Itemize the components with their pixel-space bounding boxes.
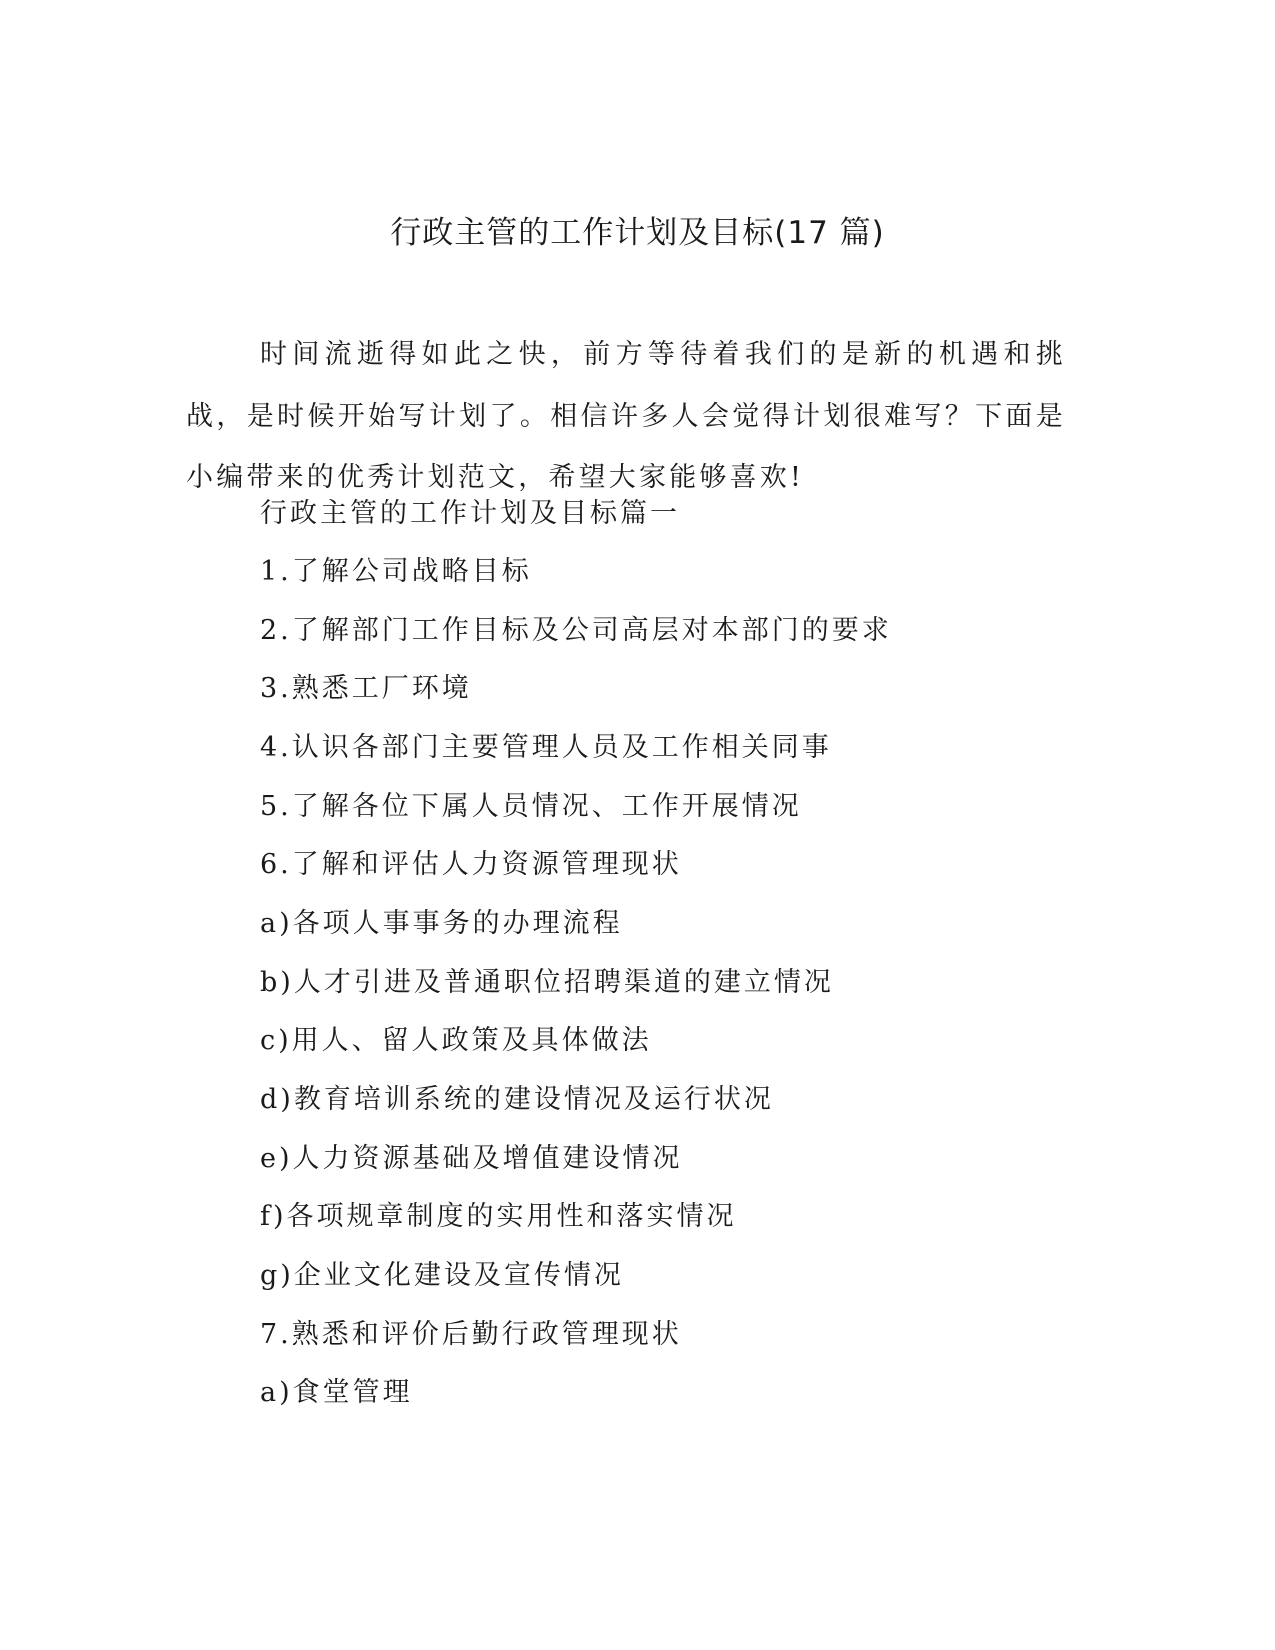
- list-item: f)各项规章制度的实用性和落实情况: [260, 1201, 737, 1232]
- list-item: d)教育培训系统的建设情况及运行状况: [260, 1084, 774, 1115]
- list-item: 7.熟悉和评价后勤行政管理现状: [260, 1319, 682, 1350]
- list-item: 5.了解各位下属人员情况、工作开展情况: [260, 791, 802, 822]
- list-item: 2.了解部门工作目标及公司高层对本部门的要求: [260, 615, 892, 646]
- list-item: c)用人、留人政策及具体做法: [260, 1025, 652, 1056]
- list-item: a)食堂管理: [260, 1377, 413, 1408]
- document-title: 行政主管的工作计划及目标(17 篇): [390, 215, 885, 251]
- list-item: 3.熟悉工厂环境: [260, 673, 472, 704]
- list-item: 1.了解公司战略目标: [260, 556, 532, 587]
- intro-paragraph: 时间流逝得如此之快，前方等待着我们的是新的机遇和挑战，是时候开始写计划了。相信许多人会觉得计划很难写？下面是小编带来的优秀计划范文，希望大家能够喜欢!: [186, 339, 1066, 493]
- list-item: b)人才引进及普通职位招聘渠道的建立情况: [260, 967, 834, 998]
- section-heading: 行政主管的工作计划及目标篇一: [260, 498, 680, 529]
- list-item: 6.了解和评估人力资源管理现状: [260, 849, 682, 880]
- list-item: a)各项人事事务的办理流程: [260, 908, 623, 939]
- list-item: g)企业文化建设及宣传情况: [260, 1260, 624, 1291]
- list-item: 4.认识各部门主要管理人员及工作相关同事: [260, 732, 832, 763]
- list-item: e)人力资源基础及增值建设情况: [260, 1143, 683, 1174]
